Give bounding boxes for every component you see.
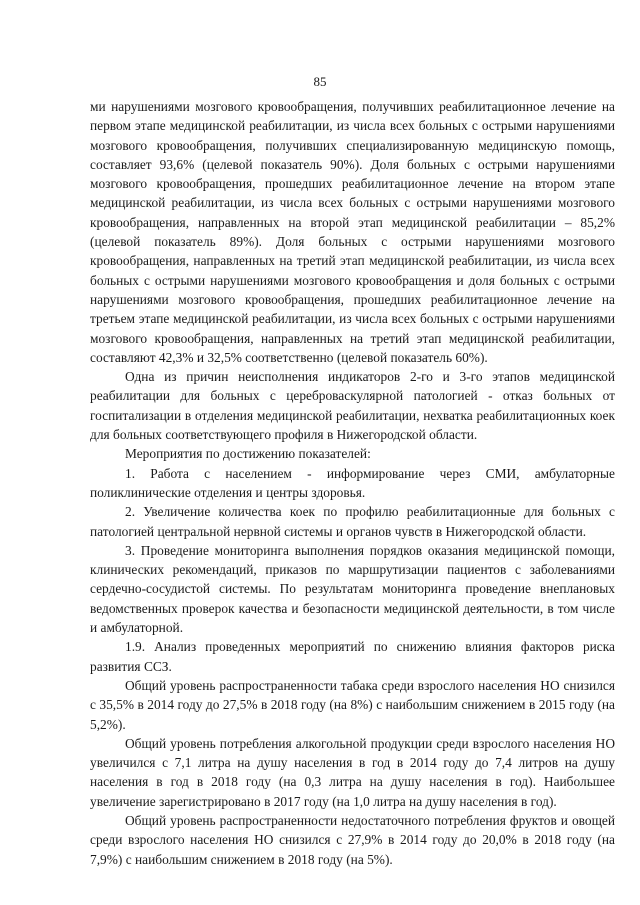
list-item-measure-1: 1. Работа с населением - информирование через СМИ, амбулаторные поликлинические отделения и центры здоровья. [90, 465, 615, 500]
paragraph-fruits-vegetables: Общий уровень распространенности недостаточного потребления фруктов и овощей среди взрослого населения НО снизился с 27,9% в 2014 году до 20,0% в 2018 году (на 7,9%) с наибольшим снижением в 2018 году (на 5%). [90, 812, 615, 867]
list-item-measure-3: 3. Проведение мониторинга выполнения порядков оказания медицинской помощи, клинических рекомендаций, приказов по маршрутизации пациентов с заболеваниями сердечно-сосудистой системы. По результатам мониторинга проведение внеплановых ведомственных проверок качества и безопасности медицинской деятельности, в том числе и амбулаторной. [90, 542, 615, 636]
paragraph-continuation: ми нарушениями мозгового кровообращения, получивших реабилитационное лечение на первом этапе медицинской реабилитации, из числа всех больных с острыми нарушениями мозгового кровообращения, получивших специализированную медицинскую помощь, составляет 93,6% (целевой показатель 90%). Доля больных с острыми нарушениями мозгового кровообращения, прошедших реабилитационное лечение на втором этапе медицинской реабилитации, из числа всех больных с острыми нарушениями мозгового кровообращения, направленных на второй этап медицинской реабилитации – 85,2% (целевой показатель 89%). Доля больных с острыми нарушениями мозгового кровообращения, направленных на третий этап медицинской реабилитации, из числа всех больных с острыми нарушениями мозгового кровообращения и доля больных с острыми нарушениями мозгового кровообращения, прошедших реабилитационное лечение на третьем этапе медицинской реабилитации, из числа всех больных с острыми нарушениями мозгового кровообращения, направленных на третий этап медицинской реабилитации, составляют 42,3% и 32,5% соответственно (целевой показатель 60%). [90, 99, 615, 365]
section-heading-1-9: 1.9. Анализ проведенных мероприятий по снижению влияния факторов риска развития ССЗ. [90, 639, 615, 674]
paragraph-measures-heading: Мероприятия по достижению показателей: [125, 446, 371, 462]
paragraph-alcohol: Общий уровень потребления алкогольной продукции среди взрослого населения НО увеличился с 7,1 литра на душу населения в год в 2014 году до 7,4 литров на душу населения в год в 2018 году (на 0,3 литра на душу населения в год). Наибольшее увеличение зарегистрировано в 2017 году (на 1,0 литра на душу населения в год). [90, 735, 615, 809]
document-body [90, 97, 615, 869]
paragraph-tobacco: Общий уровень распространенности табака среди взрослого населения НО снизился с 35,5% в 2014 году до 27,5% в 2018 году (на 8%) с наибольшим снижением в 2015 году (на 5,2%). [90, 677, 615, 732]
paragraph-reasons: Одна из причин неисполнения индикаторов 2-го и 3-го этапов медицинской реабилитации для больных с цереброваскулярной патологией - отказ больных от госпитализации в отделения медицинской реабилитации, нехватка реабилитационных коек для больных соответствующего профиля в Нижегородской области. [90, 369, 615, 443]
page-number: 85 [313, 74, 327, 89]
list-item-measure-2: 2. Увеличение количества коек по профилю реабилитационные для больных с патологией центральной нервной системы и органов чувств в Нижегородской области. [90, 504, 615, 539]
